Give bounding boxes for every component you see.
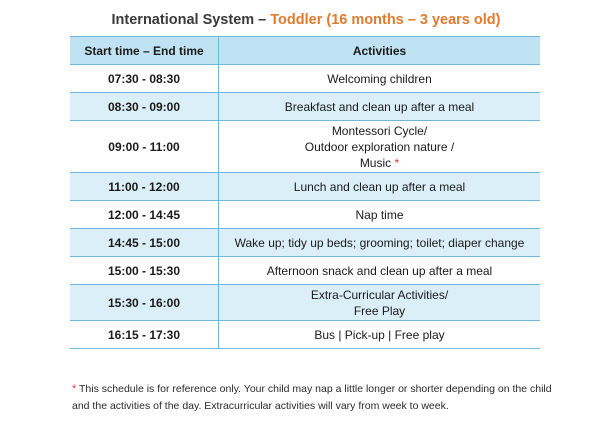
row-activity bbox=[219, 201, 541, 229]
activity-line bbox=[223, 139, 536, 155]
activity-line bbox=[223, 287, 536, 303]
activity-line bbox=[223, 71, 536, 87]
row-activity bbox=[219, 321, 541, 349]
row-time: 14:45 - 15:00 bbox=[70, 229, 219, 257]
footnote-text: This schedule is for reference only. Your child may nap a little longer or shorter depending on the child and the activities of the day. Extracurricular activities will vary from week to week. bbox=[72, 383, 552, 412]
row-activity bbox=[219, 229, 541, 257]
table-row bbox=[70, 93, 540, 121]
table-row bbox=[70, 121, 540, 173]
row-time: 07:30 - 08:30 bbox=[70, 65, 219, 93]
activity-line-text: Nap time bbox=[355, 207, 404, 222]
table-row bbox=[70, 201, 540, 229]
header-time: Start time – End time bbox=[70, 37, 219, 65]
activity-line bbox=[223, 263, 536, 279]
row-activity bbox=[219, 65, 541, 93]
activity-line-text: Extra-Curricular Activities/ bbox=[310, 287, 449, 302]
row-time: 15:00 - 15:30 bbox=[70, 257, 219, 285]
title-prefix: International System – bbox=[111, 12, 271, 28]
table-header-row bbox=[70, 37, 540, 65]
activity-line bbox=[223, 155, 536, 171]
activity-line bbox=[223, 99, 536, 115]
row-activity bbox=[219, 285, 541, 321]
asterisk-marker: * bbox=[394, 155, 400, 170]
activity-line-text: Lunch and clean up after a meal bbox=[293, 179, 466, 194]
footnote bbox=[72, 381, 552, 415]
activity-line-text: Free Play bbox=[353, 303, 406, 318]
header-activities: Activities bbox=[219, 37, 541, 65]
schedule-body bbox=[70, 65, 540, 349]
activity-line-text: Music bbox=[359, 155, 392, 170]
activity-line-text: Wake up; tidy up beds; grooming; toilet; diaper change bbox=[234, 235, 525, 250]
schedule-table bbox=[70, 36, 540, 349]
activity-line bbox=[223, 235, 536, 251]
row-time: 09:00 - 11:00 bbox=[70, 121, 219, 173]
activity-line-text: Montessori Cycle/ bbox=[331, 123, 428, 138]
row-time: 12:00 - 14:45 bbox=[70, 201, 219, 229]
title-highlight: Toddler (16 months – 3 years old) bbox=[270, 12, 501, 28]
activity-line-text: Breakfast and clean up after a meal bbox=[284, 99, 475, 114]
table-row bbox=[70, 173, 540, 201]
activity-line bbox=[223, 207, 536, 223]
activity-line bbox=[223, 327, 536, 343]
row-activity bbox=[219, 121, 541, 173]
row-activity bbox=[219, 173, 541, 201]
footnote-asterisk: * bbox=[72, 383, 77, 395]
table-row bbox=[70, 257, 540, 285]
table-row bbox=[70, 229, 540, 257]
activity-line-text: Welcoming children bbox=[327, 71, 432, 86]
activity-line bbox=[223, 123, 536, 139]
table-row bbox=[70, 65, 540, 93]
row-time: 15:30 - 16:00 bbox=[70, 285, 219, 321]
activity-line-text: Outdoor exploration nature / bbox=[304, 139, 455, 154]
activity-line bbox=[223, 179, 536, 195]
row-activity bbox=[219, 93, 541, 121]
table-row bbox=[70, 321, 540, 349]
row-activity bbox=[219, 257, 541, 285]
activity-line-text: Afternoon snack and clean up after a meal bbox=[266, 263, 493, 278]
activity-line bbox=[223, 303, 536, 319]
activity-line-text: Bus | Pick-up | Free play bbox=[314, 327, 445, 342]
row-time: 08:30 - 09:00 bbox=[70, 93, 219, 121]
table-row bbox=[70, 285, 540, 321]
row-time: 11:00 - 12:00 bbox=[70, 173, 219, 201]
row-time: 16:15 - 17:30 bbox=[70, 321, 219, 349]
page-title bbox=[0, 12, 612, 28]
